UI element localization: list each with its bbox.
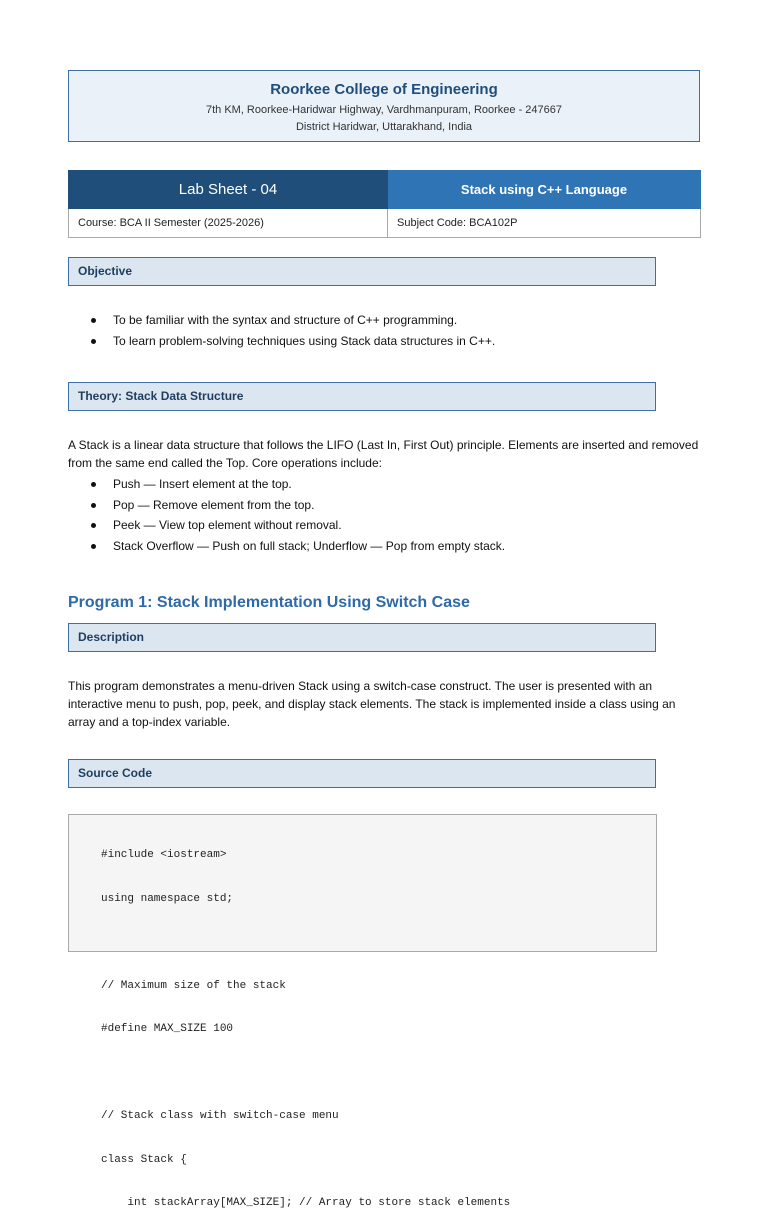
- description-paragraph: This program demonstrates a menu-driven Stack using a switch-case construct. The user is presented with an interactive menu to push, pop, peek, and display stack elements. The stack is implemented inside a class using an array and a top-index variable.: [68, 679, 676, 729]
- code-line: class Stack {: [101, 1153, 187, 1166]
- college-address: [69, 102, 699, 136]
- lab-sheet-title: Lab Sheet - 04: [69, 171, 388, 209]
- list-item: Peek — View top element without removal.: [68, 515, 708, 536]
- lab-info-table: [68, 170, 701, 238]
- theory-heading: Theory: Stack Data Structure: [68, 382, 656, 411]
- list-item: To be familiar with the syntax and structure of C++ programming.: [68, 310, 708, 331]
- subject-code: Subject Code: BCA102P: [388, 209, 701, 238]
- address-line-1: 7th KM, Roorkee-Haridwar Highway, Vardhmanpuram, Roorkee - 247667: [205, 104, 563, 116]
- lab-subject-title: Stack using C++ Language: [388, 171, 701, 209]
- course-info: Course: BCA II Semester (2025-2026): [69, 209, 388, 238]
- theory-operations-list: [68, 474, 708, 556]
- code-line: using namespace std;: [101, 892, 234, 905]
- program-title: Program 1: Stack Implementation Using Switch Case: [68, 594, 470, 611]
- code-line: // Stack class with switch-case menu: [101, 1110, 339, 1122]
- code-line: // Maximum size of the stack: [101, 979, 286, 992]
- code-line: #include <iostream>: [101, 849, 227, 861]
- code-block: [68, 814, 657, 1209]
- source-code-heading: Source Code: [68, 759, 656, 788]
- theory-paragraph: A Stack is a linear data structure that follows the LIFO (Last In, First Out) principle. Elements are inserted and removed from the same end called the Top. Core operations include:: [68, 438, 699, 470]
- objective-heading: Objective: [68, 257, 656, 286]
- list-item: To learn problem-solving techniques using Stack data structures in C++.: [68, 331, 708, 352]
- list-item: Push — Insert element at the top.: [68, 474, 708, 495]
- description-heading: Description: [68, 623, 656, 652]
- code-line: [101, 935, 656, 950]
- objective-list: [68, 310, 708, 351]
- code-line: [101, 1066, 656, 1081]
- list-item: Pop — Remove element from the top.: [68, 495, 708, 516]
- college-name: Roorkee College of Engineering: [270, 81, 498, 98]
- address-line-2: District Haridwar, Uttarakhand, India: [295, 121, 473, 133]
- code-line: #define MAX_SIZE 100: [101, 1023, 234, 1035]
- college-header: [68, 70, 700, 142]
- list-item: Stack Overflow — Push on full stack; Underflow — Pop from empty stack.: [68, 536, 708, 557]
- code-line: int stackArray[MAX_SIZE]; // Array to store stack elements: [101, 1197, 511, 1209]
